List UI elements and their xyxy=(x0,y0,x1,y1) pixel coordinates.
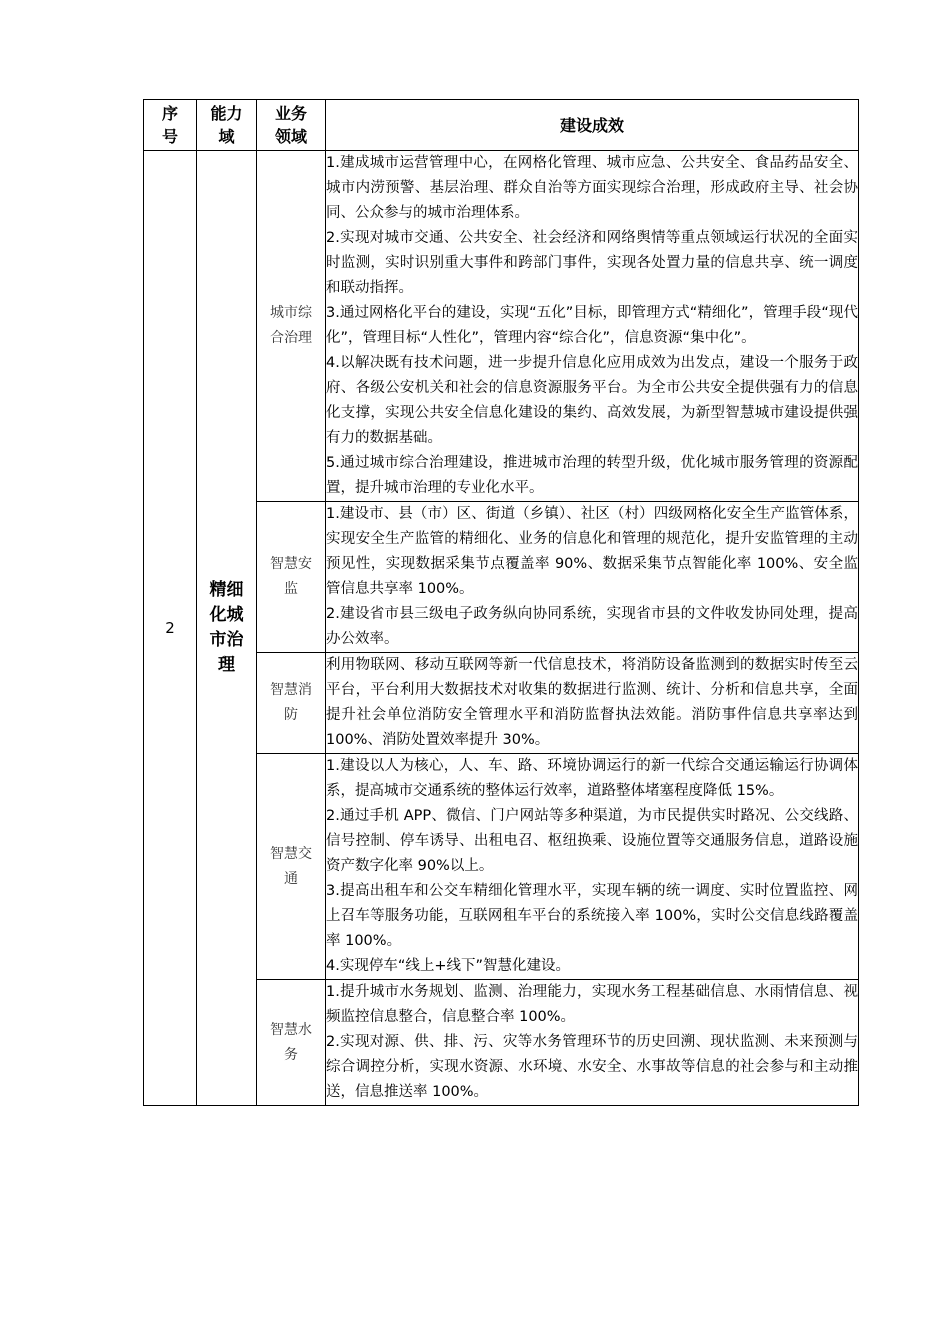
field-cell xyxy=(257,980,326,1106)
header-index: 序号 xyxy=(144,100,197,151)
ability-cell xyxy=(197,151,257,1106)
table-row xyxy=(144,151,859,502)
result-item: 2.实现对城市交通、公共安全、社会经济和网络舆情等重点领域运行状况的全面实时监测，实时识别重大事件和跨部门事件，实现各处置力量的信息共享、统一调度和联动指挥。 xyxy=(326,230,858,296)
field-cell xyxy=(257,653,326,754)
result-item: 5.通过城市综合治理建设，推进城市治理的转型升级，优化城市服务管理的资源配置，提升城市治理的专业化水平。 xyxy=(326,455,858,496)
result-item: 2.通过手机 APP、微信、门户网站等多种渠道，为市民提供实时路况、公交线路、信号控制、停车诱导、出租电召、枢纽换乘、设施位置等交通服务信息，道路设施资产数字化率 90%以上。 xyxy=(326,808,858,874)
result-cell xyxy=(326,502,859,653)
result-item: 2.建设省市县三级电子政务纵向协同系统，实现省市县的文件收发协同处理，提高办公效率。 xyxy=(326,606,858,647)
result-cell xyxy=(326,980,859,1106)
field-cell xyxy=(257,754,326,980)
result-item: 1.建设以人为核心，人、车、路、环境协调运行的新一代综合交通运输运行协调体系，提高城市交通系统的整体运行效率，道路整体堵塞程度降低 15%。 xyxy=(326,758,858,799)
result-cell xyxy=(326,151,859,502)
field-label: 智慧交通 xyxy=(270,845,312,887)
result-cell xyxy=(326,653,859,754)
result-item: 利用物联网、移动互联网等新一代信息技术，将消防设备监测到的数据实时传至云平台，平台利用大数据技术对收集的数据进行监测、统计、分析和信息共享，全面提升社会单位消防安全管理水平和消防监督执法效能。消防事件信息共享率达到 100%、消防处置效率提升 30%。 xyxy=(326,657,858,748)
ability-label: 精细化城市治理 xyxy=(209,580,244,675)
result-item: 2.实现对源、供、排、污、灾等水务管理环节的历史回溯、现状监测、未来预测与综合调控分析，实现水资源、水环境、水安全、水事故等信息的社会参与和主动推送，信息推送率 100%。 xyxy=(326,1034,858,1100)
result-item: 3.通过网格化平台的建设，实现“五化”目标，即管理方式“精细化”，管理手段“现代化”，管理目标“人性化”，管理内容“综合化”，信息资源“集中化”。 xyxy=(326,305,858,346)
field-label: 智慧安监 xyxy=(270,556,312,597)
header-result: 建设成效 xyxy=(326,100,859,151)
result-item: 1.建设市、县（市）区、街道（乡镇）、社区（村）四级网格化安全生产监管体系，实现安全生产监管的精细化、业务的信息化和管理的规范化，提升安监管理的主动预见性，实现数据采集节点覆盖率 90%、数据采集节点智能化率 100%、安全监管信息共享率 100%。 xyxy=(326,506,858,597)
result-cell xyxy=(326,754,859,980)
field-cell xyxy=(257,502,326,653)
header-ability: 能力域 xyxy=(197,100,257,151)
result-item: 3.提高出租车和公交车精细化管理水平，实现车辆的统一调度、实时位置监控、网上召车等服务功能，互联网租车平台的系统接入率 100%，实时公交信息线路覆盖率 100%。 xyxy=(326,883,858,949)
result-item: 4.以解决既有技术问题，进一步提升信息化应用成效为出发点，建设一个服务于政府、各级公安机关和社会的信息资源服务平台。为全市公共安全提供强有力的信息化支撑，实现公共安全信息化建设的集约、高效发展，为新型智慧城市建设提供强有力的数据基础。 xyxy=(326,355,858,446)
field-cell xyxy=(257,151,326,502)
field-label: 智慧水务 xyxy=(270,1021,312,1063)
table-header-row xyxy=(144,100,859,151)
result-item: 1.提升城市水务规划、监测、治理能力，实现水务工程基础信息、水雨情信息、视频监控信息整合，信息整合率 100%。 xyxy=(326,984,858,1025)
row-index-cell: 2 xyxy=(144,151,197,1106)
result-item: 1.建成城市运营管理中心，在网格化管理、城市应急、公共安全、食品药品安全、城市内涝预警、基层治理、群众自治等方面实现综合治理，形成政府主导、社会协同、公众参与的城市治理体系。 xyxy=(326,155,858,221)
field-label: 智慧消防 xyxy=(270,682,312,723)
field-label: 城市综合治理 xyxy=(270,305,312,346)
header-field: 业务领域 xyxy=(257,100,326,151)
result-item: 4.实现停车“线上+线下”智慧化建设。 xyxy=(326,958,571,974)
results-table xyxy=(143,99,859,1106)
